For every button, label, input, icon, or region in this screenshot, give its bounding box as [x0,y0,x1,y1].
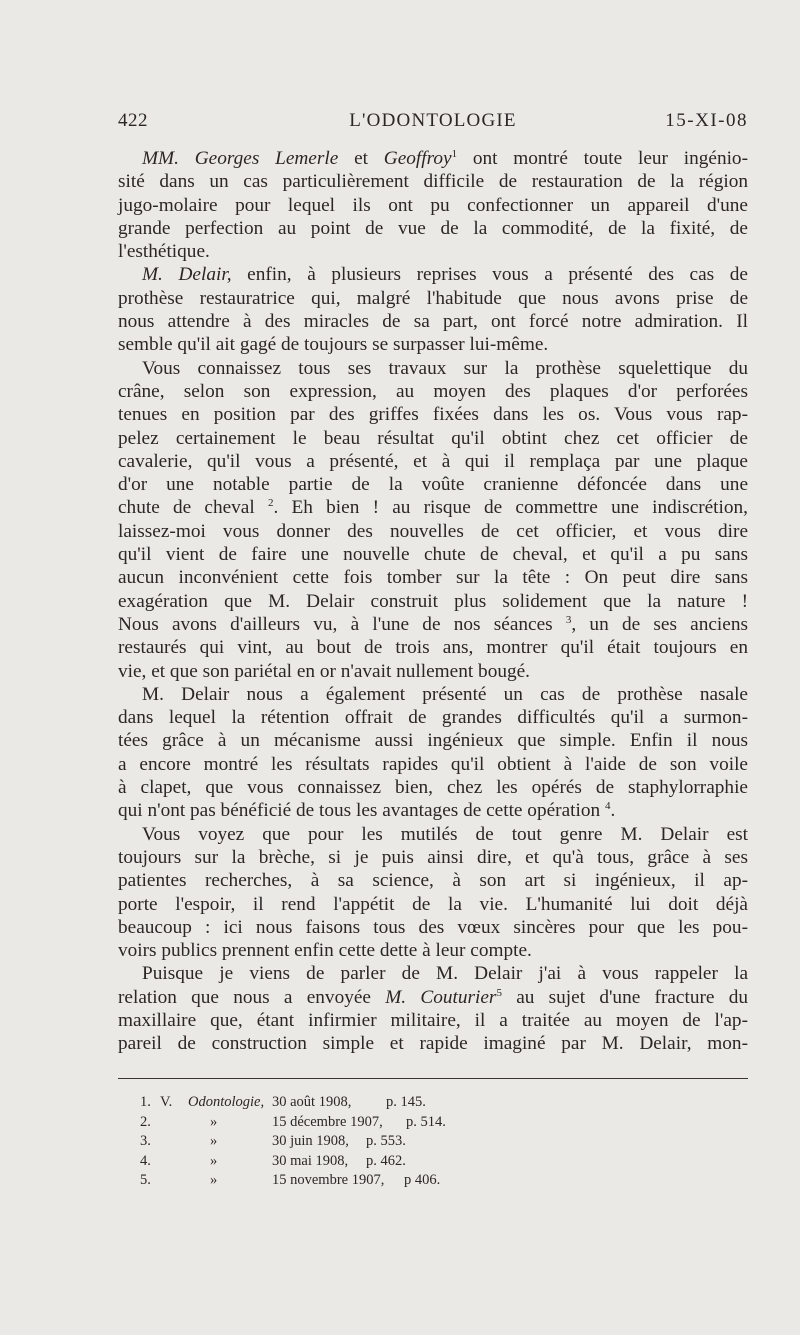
running-header [118,110,748,138]
footnote-ref: 3 [565,613,572,626]
text-line: l'esthétique. [118,241,210,263]
text-line: tenues en position par des griffes fixées dans les os. Vous vous rap- [118,404,748,426]
text-line: Nous avons d'ailleurs vu, à l'une de nos séances $^3$, un de ses anciens [118,613,748,635]
footnote: 2. » 15 décembre 1907, p. 514. [140,1113,446,1130]
text-line: dans lequel la rétention offrait de grandes difficultés qu'il a surmon- [118,707,748,729]
footnote-ref: 1 [451,148,458,160]
text-line: Vous voyez que pour les mutilés de tout genre M. Delair est [142,823,748,845]
footnote: 1. V. Odontologie, 30 août 1908, p. 145. [140,1094,426,1110]
text-line: relation que nous a envoyée M. Couturier$^5$ au sujet d'une fracture du [118,986,748,1008]
text-line: laissez-moi vous donner des nouvelles de cet officier, et vous dire [118,520,748,542]
text-line: M. Delair, enfin, à plusieurs reprises vous a présenté des cas de [142,264,748,286]
text-line: exagération que M. Delair construit plus solidement que la nature ! [118,590,748,612]
footnote-ref: 5 [496,986,502,999]
text-line: Puisque je viens de parler de M. Delair j'ai à vous rappeler la [142,963,748,985]
footnote: 5. » 15 novembre 1907, p 406. [140,1172,441,1189]
text-line: semble qu'il ait gagé de toujours se surpasser lui-même. [118,334,549,356]
text-line: a encore montré les résultats rapides qu'il obtient à l'aide de son voile [118,753,748,775]
text-line: cavalerie, qu'il vous a présenté, et à qui il remplaça par une plaque [118,450,748,472]
page-number: 422 [118,110,148,131]
text-line: prothèse restauratrice qui, malgré l'habitude que nous avons prise de [118,287,748,309]
footnote-divider [118,1078,748,1079]
text-line: voirs publics prennent enfin cette dette à leur compte. [118,940,532,962]
text-line: tées grâce à un mécanisme aussi ingénieux que simple. Enfin il nous [118,730,748,752]
text-line: qu'il vient de faire une nouvelle chute de cheval, et qu'il a pu sans [118,544,748,566]
text-line: chute de cheval $^2$. Eh bien ! au risque de commettre une indiscrétion, [118,497,748,519]
text-line: patientes recherches, à sa science, à son art si ingénieux, il ap- [118,870,748,892]
text-line: porte l'espoir, il rend l'appétit de la vie. L'humanité lui doit déjà [118,893,748,915]
body-text [118,147,748,1056]
text-line: sité dans un cas particulièrement difficile de restauration de la région [118,171,748,193]
footnotes [118,1093,748,1191]
text-line: vie, et que son pariétal en or n'avait nullement bougé. [118,660,530,682]
footnote: 3. » 30 juin 1908, p. 553. [140,1133,406,1150]
text-line: MM. Georges Lemerle et Geoffroy$^1$ ont montré toute leur ingénio- [142,148,748,169]
text-line: pareil de construction simple et rapide imaginé par M. Delair, mon- [118,1033,748,1055]
text-line: d'or une notable partie de la voûte cranienne défoncée dans une [118,474,748,496]
text-line: qui n'ont pas bénéficié de tous les avantages de cette opération $^4$. [118,800,616,822]
text-line: maxillaire que, étant infirmier militaire, il a traitée au moyen de l'ap- [118,1009,748,1031]
text-line: crâne, selon son expression, au moyen des plaques d'or perforées [118,380,748,402]
text-line: pelez certainement le beau résultat qu'il obtint chez cet officier de [118,427,748,449]
text-line: beaucoup : ici nous faisons tous des vœux sincères pour que les pou- [118,916,748,938]
journal-title: L'ODONTOLOGIE [349,110,517,131]
footnote: 4. » 30 mai 1908, p. 462. [140,1152,406,1169]
text-line: nous attendre à des miracles de sa part, ont forcé notre admiration. Il [118,311,748,333]
text-line: restaurés qui vint, au bout de trois ans, montrer qu'il était toujours en [118,637,748,659]
text-line: jugo-molaire pour lequel ils ont pu confectionner un appareil d'une [118,194,748,216]
text-line: Vous connaissez tous ses travaux sur la prothèse squelettique du [142,357,748,379]
text-line: toujours sur la brèche, si je puis ainsi dire, et qu'à tous, grâce à ses [118,846,748,868]
footnote-ref: 2 [267,497,274,510]
footnote-ref: 4 [604,800,611,813]
text-line: grande perfection au point de vue de la commodité, de la fixité, de [118,217,748,239]
text-line: aucun inconvénient cette fois tomber sur la tête : On peut dire sans [118,567,748,589]
text-line: M. Delair nous a également présenté un cas de prothèse nasale [142,683,748,705]
text-line: à clapet, que vous connaissez bien, chez les opérés de staphylorraphie [118,777,748,799]
issue-date: 15-XI-08 [665,110,748,131]
